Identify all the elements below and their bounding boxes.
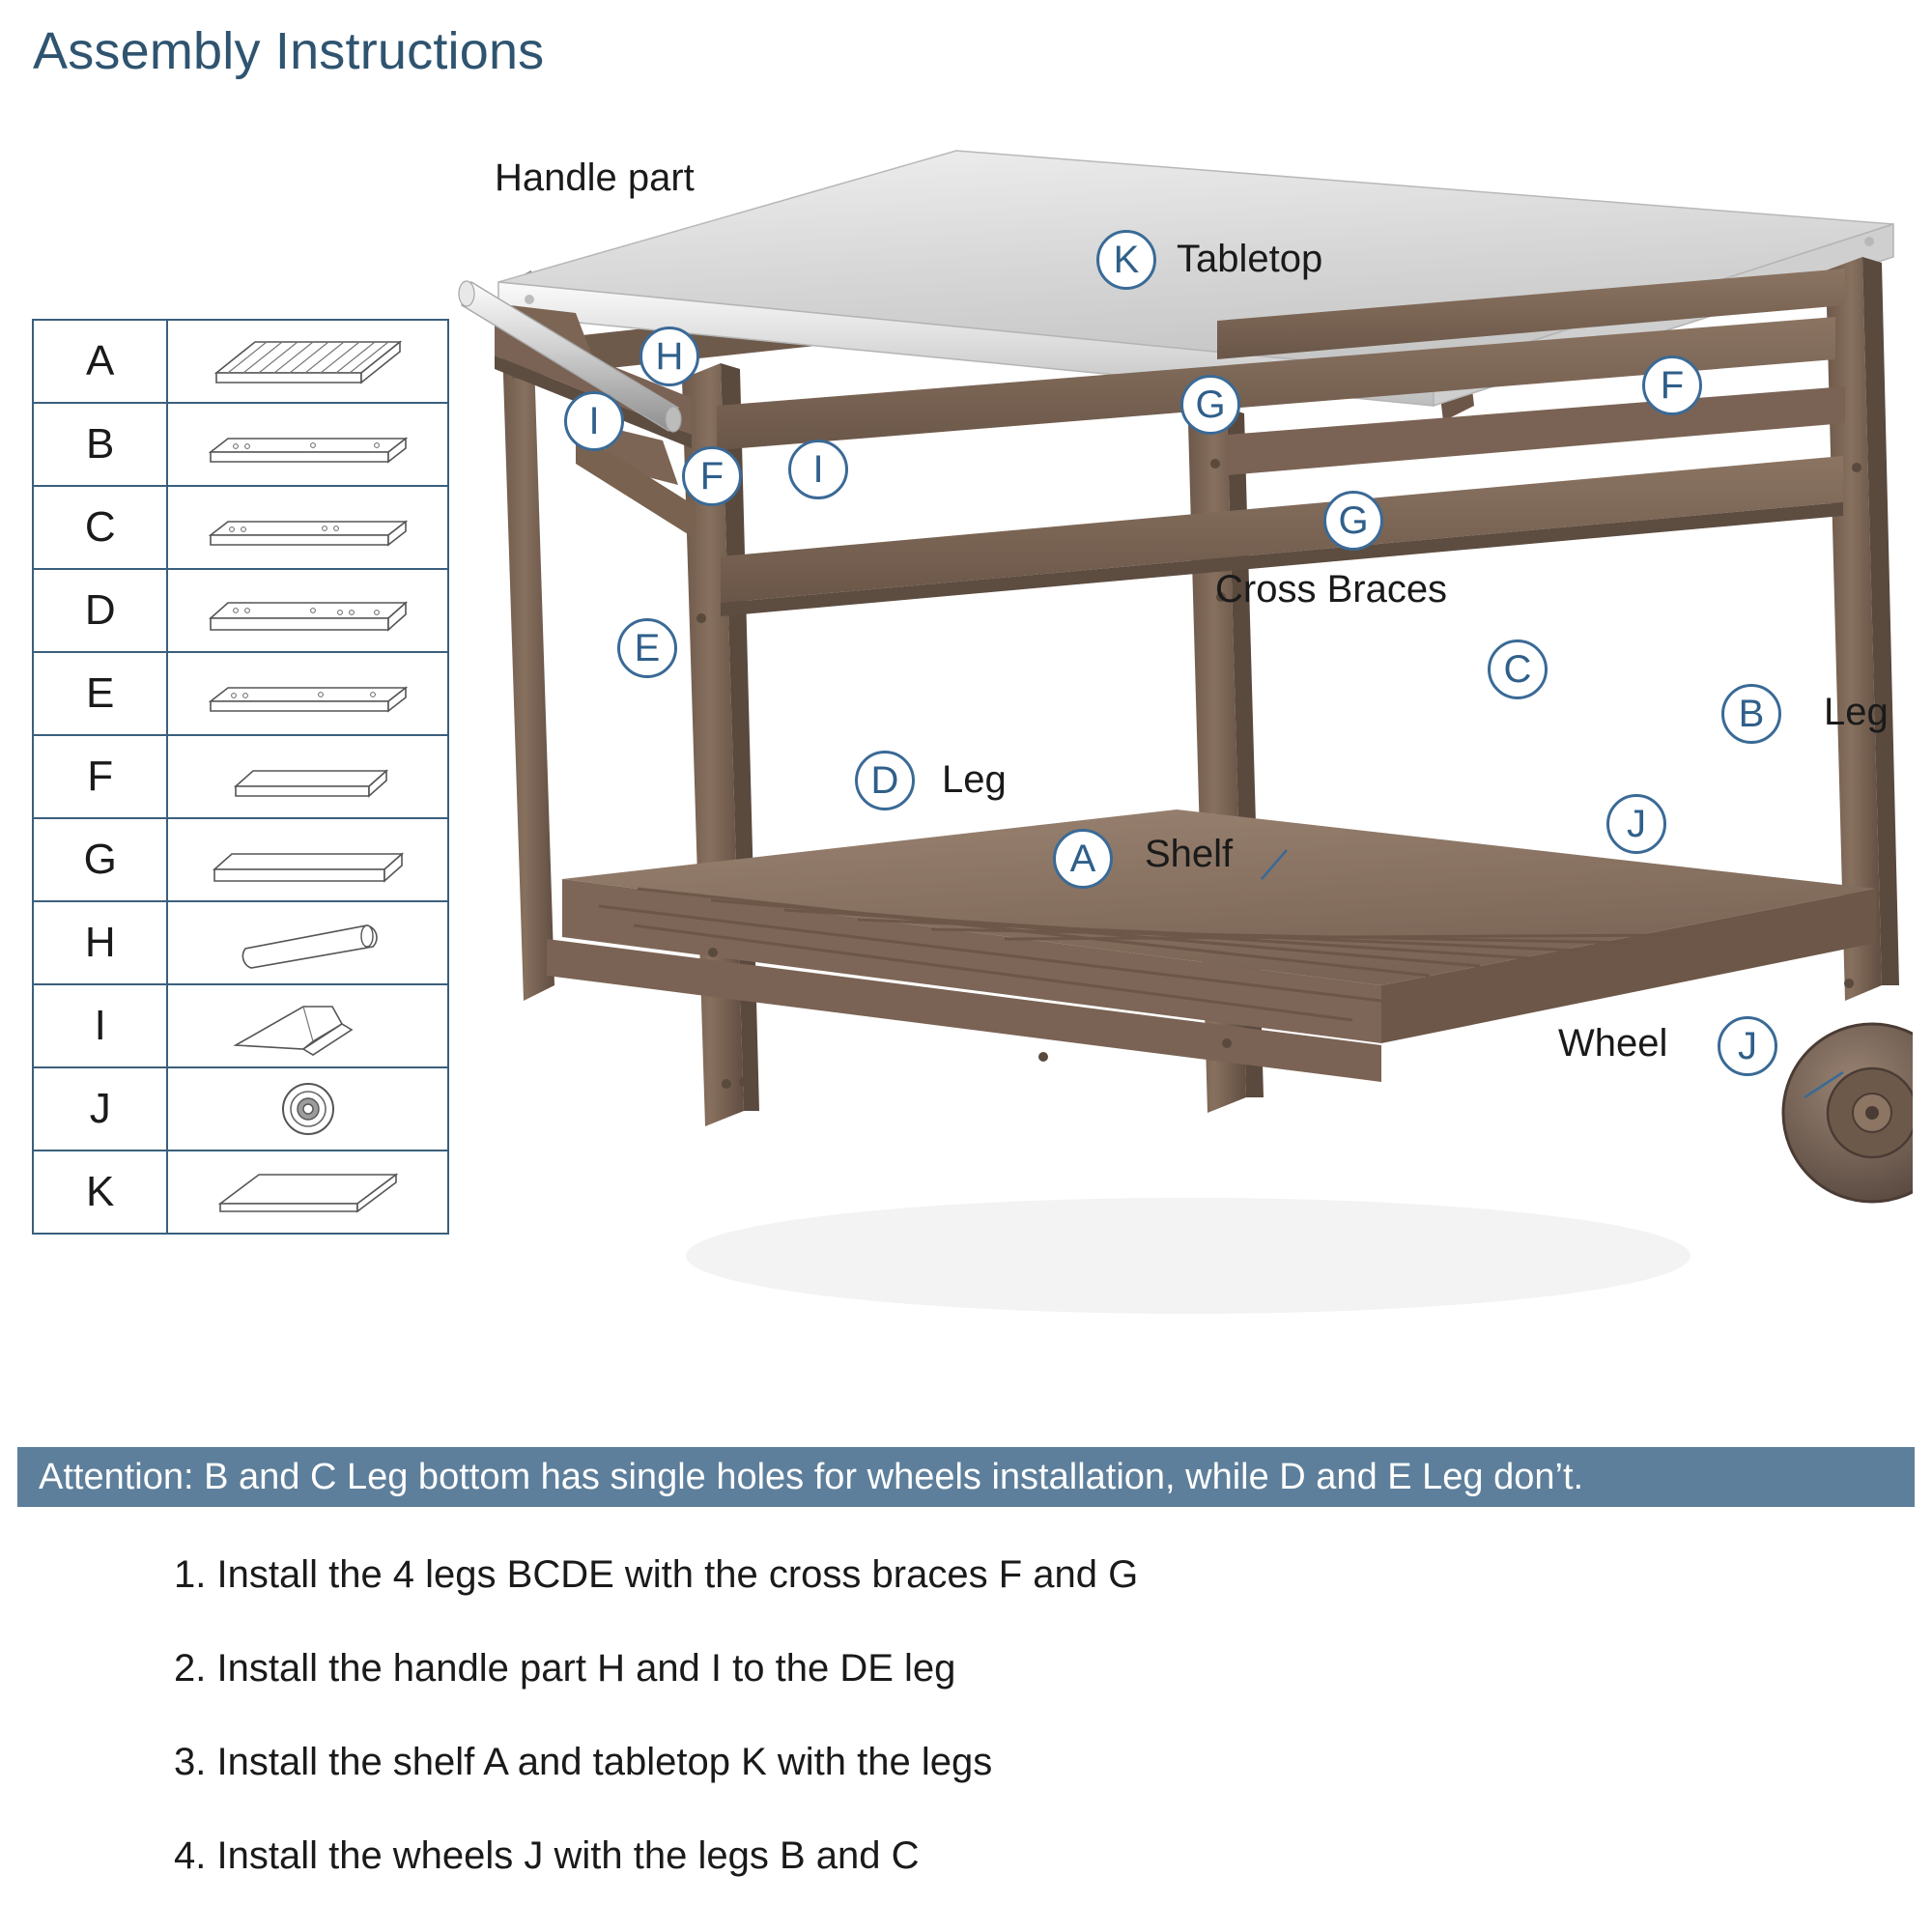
- page-title: Assembly Instructions: [33, 22, 545, 80]
- callout-f-right: F: [1642, 355, 1702, 415]
- label-leg-d: Leg: [942, 758, 1007, 801]
- label-tabletop: Tabletop: [1177, 238, 1323, 280]
- callout-g-lower: G: [1323, 491, 1383, 551]
- parts-legend-table: [32, 319, 449, 1235]
- table-row: [33, 984, 448, 1067]
- short-brace-icon: [167, 735, 448, 818]
- cart-illustration: [454, 116, 1913, 1410]
- table-row: [33, 403, 448, 486]
- leg-bar-e-icon: [167, 652, 448, 735]
- label-handle-part: Handle part: [495, 156, 695, 199]
- part-letter: G: [33, 818, 167, 901]
- table-row: [33, 320, 448, 403]
- leg-bar-b-icon: [167, 403, 448, 486]
- leg-bar-d-icon: [167, 569, 448, 652]
- steps-list: [174, 1553, 1816, 1928]
- leg-bar-c-icon: [167, 486, 448, 569]
- tabletop-icon: [167, 1151, 448, 1234]
- callout-k: K: [1096, 230, 1156, 290]
- part-letter: J: [33, 1067, 167, 1151]
- label-leg-b: Leg: [1824, 691, 1889, 733]
- callout-i-right: I: [788, 440, 848, 499]
- table-row: [33, 1151, 448, 1234]
- part-letter: B: [33, 403, 167, 486]
- callout-b: B: [1721, 684, 1781, 744]
- wheel-icon: [167, 1067, 448, 1151]
- callout-i-left: I: [564, 391, 624, 451]
- part-letter: E: [33, 652, 167, 735]
- part-letter: H: [33, 901, 167, 984]
- table-row: [33, 901, 448, 984]
- label-shelf: Shelf: [1145, 833, 1234, 875]
- attention-banner: Attention: B and C Leg bottom has single holes for wheels installation, while D and E Leg don’t.: [17, 1447, 1915, 1507]
- table-row: [33, 818, 448, 901]
- list-item: 1. Install the 4 legs BCDE with the cross braces F and G: [174, 1553, 1139, 1596]
- callout-g-upper: G: [1180, 375, 1240, 435]
- handle-bracket-icon: [167, 984, 448, 1067]
- long-brace-icon: [167, 818, 448, 901]
- table-row: [33, 652, 448, 735]
- part-letter: C: [33, 486, 167, 569]
- shelf-slats-icon: [167, 320, 448, 403]
- callout-j-upper: J: [1606, 794, 1666, 854]
- table-row: [33, 486, 448, 569]
- callout-e: E: [617, 618, 677, 678]
- label-wheel: Wheel: [1558, 1022, 1668, 1065]
- part-letter: K: [33, 1151, 167, 1234]
- handle-tube-icon: [167, 901, 448, 984]
- callout-f-left: F: [682, 446, 742, 506]
- callout-h: H: [639, 327, 699, 386]
- table-row: [33, 1067, 448, 1151]
- table-row: [33, 569, 448, 652]
- list-item: 3. Install the shelf A and tabletop K with the legs: [174, 1741, 993, 1783]
- callout-c: C: [1488, 639, 1548, 699]
- callout-a: A: [1053, 829, 1113, 889]
- part-letter: D: [33, 569, 167, 652]
- callout-j-lower: J: [1718, 1016, 1777, 1076]
- part-letter: F: [33, 735, 167, 818]
- label-cross-braces: Cross Braces: [1215, 568, 1448, 611]
- list-item: 2. Install the handle part H and I to the DE leg: [174, 1647, 956, 1690]
- list-item: 4. Install the wheels J with the legs B and C: [174, 1834, 920, 1877]
- table-row: [33, 735, 448, 818]
- part-letter: I: [33, 984, 167, 1067]
- part-letter: A: [33, 320, 167, 403]
- callout-d: D: [855, 751, 915, 810]
